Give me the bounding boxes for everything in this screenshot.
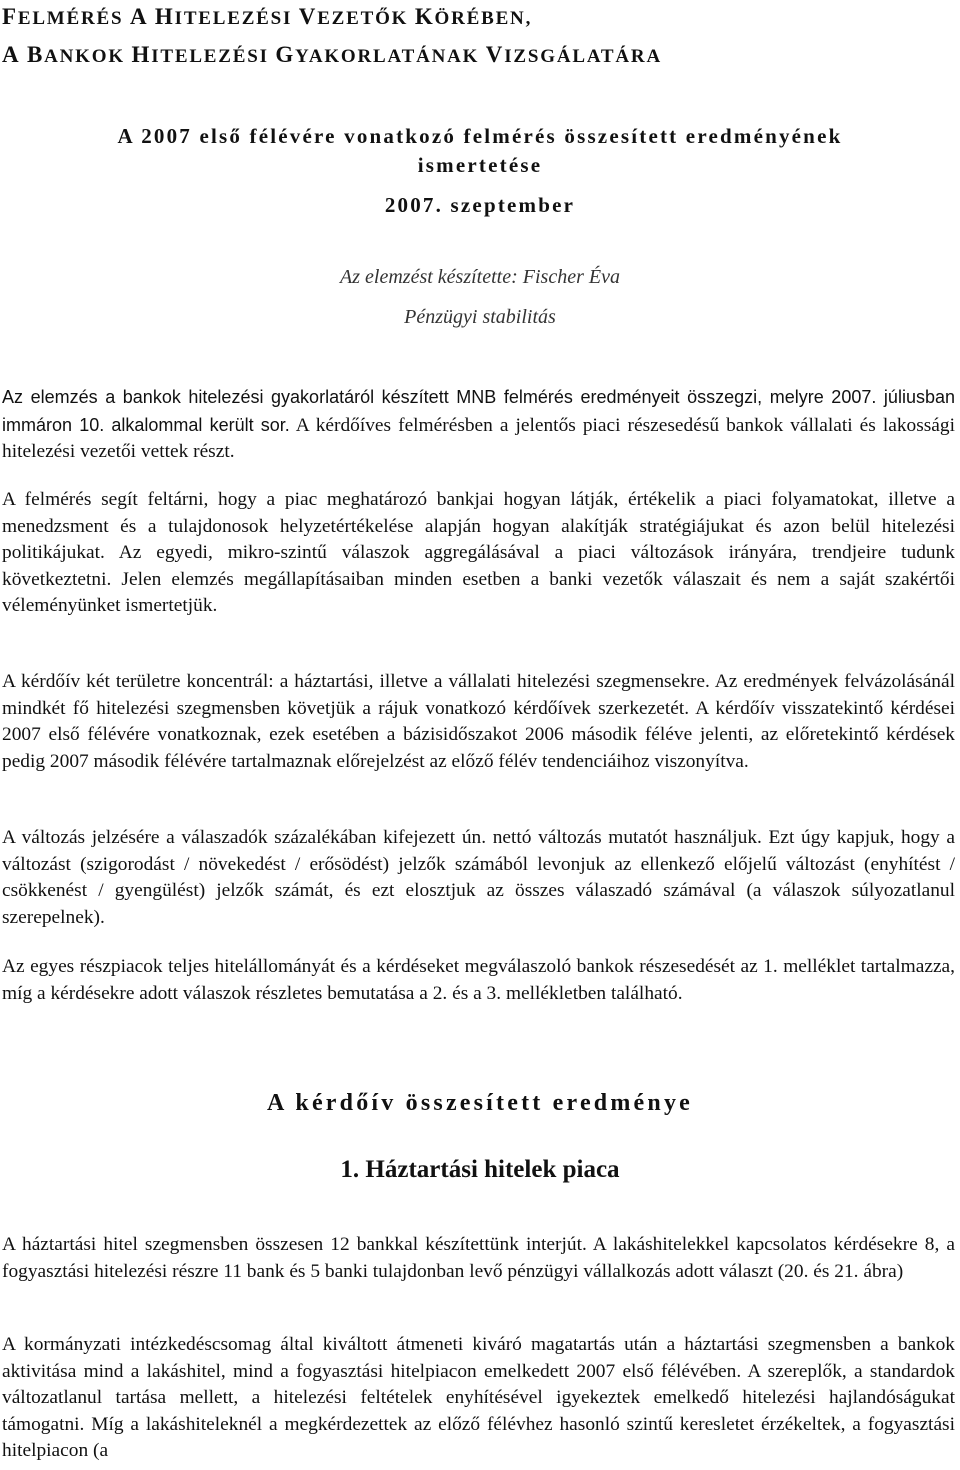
author-line: Az elemzést készítette: Fischer Éva bbox=[340, 266, 620, 288]
title-line-2: ismertetése bbox=[417, 153, 543, 177]
section-paragraph-2: A kormányzati intézkedéscsomag által kiváltott átmeneti kiváró magatartás után a háztartási szegmensben a bankok aktivitása mind a lakáshitel, mind a fogyasztási hitelpiacon emelkedett 2007 első félévében. A szereplők, a standardok változatlanul tartása mellett, a hitelezési feltételek enyhítésével igyekeztek emelkedő hitelezési hajlandóságukat támogatni. Míg a lakáshiteleknél a megkérdezettek az előző félévhez hasonló szintű keresletet érzékeltek, a fogyasztási hitelpiacon (a bbox=[2, 1334, 955, 1461]
paragraph-2: A kérdőív két területre koncentrál: a háztartási, illetve a vállalati hitelezési szegmensekre. Az eredmények felvázolásánál mindkét fő hitelezési szegmensben követjük a rájuk vonatkozó kérdőívek szerkezetét. A kérdőív visszatekintő kérdései 2007 első félévére vonatkoznak, ezek esetében a bázisidőszakot 2006 második féléve jelenti, az előretekintő kérdések pedig 2007 második félévére tartalmaznak előrejelzést az előző félév tendenciáihoz viszonyítva. bbox=[2, 671, 955, 772]
section-paragraph-1: A háztartási hitel szegmensben összesen 12 bankkal készítettünk interjút. A lakáshitelekkel kapcsolatos kérdésekre 8, a fogyasztási hitelezési részre 11 bank és 5 banki tulajdonban levő pénzügyi vállalkozás adott választ (20. és 21. ábra) bbox=[2, 1234, 955, 1282]
intro-part-2: A kérdőíves felmérésben a jelentős piaci részesedésű bankok vállalati és lakossági hitelezési vezetői vettek részt. bbox=[2, 414, 955, 462]
header-line-1: FELMÉRÉS A HITELEZÉSI VEZETŐK KÖRÉBEN, bbox=[2, 4, 533, 29]
report-date: 2007. szeptember bbox=[384, 193, 576, 217]
section-title: A kérdőív összesített eredménye bbox=[266, 1090, 693, 1116]
section-subtitle: 1. Háztartási hitelek piaca bbox=[340, 1156, 620, 1183]
department-line: Pénzügyi stabilitás bbox=[404, 306, 556, 328]
paragraph-4: Az egyes részpiacok teljes hitelállományát és a kérdéseket megválaszoló bankok részesedését az 1. melléklet tartalmazza, míg a kérdésekre adott válaszok részletes bemutatása a 2. és a 3. mellékletben található. bbox=[2, 956, 955, 1004]
title-line-1: A 2007 első félévére vonatkozó felmérés összesített eredményének bbox=[117, 124, 843, 148]
intro-paragraph bbox=[2, 384, 955, 466]
header-line-2: A BANKOK HITELEZÉSI GYAKORLATÁNAK VIZSGÁLATÁRA bbox=[2, 42, 662, 67]
intro-part-1: Az elemzés a bankok hitelezési gyakorlatáról készített MNB felmérés eredményeit összegzi, melyre 2007. júliusban immáron 10. alkalommal került sor. bbox=[2, 387, 955, 435]
paragraph-1: A felmérés segít feltárni, hogy a piac meghatározó bankjai hogyan látják, értékelik a piaci folyamatokat, illetve a menedzsment és a tulajdonosok helyzetértékelése alapján hogyan alakítják stratégiájukat és azon belül hitelezési politikájukat. Az egyedi, mikro-szintű válaszok aggregálásával a piaci változások irányára, trendjeire tudunk következtetni. Jelen elemzés megállapításaiban minden esetben a banki vezetők válaszait és nem a saját szakértői véleményünket ismertetjük. bbox=[2, 489, 955, 616]
paragraph-3: A változás jelzésére a válaszadók százalékában kifejezett ún. nettó változás mutatót használjuk. Ezt úgy kapjuk, hogy a változást (szigorodást / növekedést / erősödést) jelzők számából levonjuk az ellenkező előjelű változást (enyhítést / csökkenést / gyengülést) jelzők számát, és ezt elosztjuk az összes válaszadó számával (a válaszok súlyozatlanul szerepelnek). bbox=[2, 827, 955, 928]
